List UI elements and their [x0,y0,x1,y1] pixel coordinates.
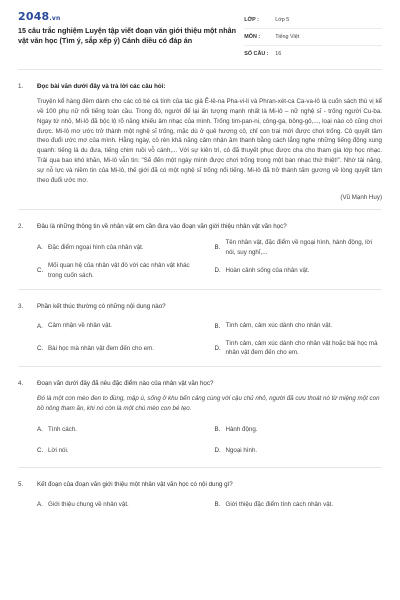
option-text: Mối quan hệ của nhân vật đó với các nhân vật khác trong cuốn sách. [48,262,190,279]
question-prompt: Phần kết thúc thường có những nội dung nào? [37,302,166,310]
question-number: 4. [18,380,24,388]
option-letter: D. [214,344,221,352]
question-head [18,82,382,91]
reading-passage: Truyện kể hàng đêm dành cho các cô bé cá tính của tác giả Ê-lê-na Pha-vi-li và Phran-xét-ca Ca-va-lô là cuốn sách thú vị kể về 100 phụ nữ nổi tiếng toàn cầu. Trong đó, người để lại ấn tượng mạnh nhất là Mi-lô – nữ nghệ sĩ - trống người Cu-ba. Ngay từ nhỏ, Mi-lô đã bộc lộ rõ năng khiếu âm nhạc của mình. Trống tim-pan-ni, công-ga, bông-gô,..., loại nào cô cũng chơi được. Mi-lô mơ ước trở thành một nghệ sĩ trống, mặc dù ở quê hương cô, chỉ con trai mới được chơi trống. Cô quyết tâm theo đuổi ước mơ của mình. Hằng ngày, cô rèn khả năng cảm nhận âm thanh bằng cách lắng nghe những tiếng động xung quanh: tiếng lá du đưa, tiếng chim ruồi vỗ cánh,... Với sự kiên trì, cô đã thuyết phục được cha cho tham gia lớp học nhạc. Trải qua bao khó khăn, Mi-lô vẫn tin: "Sẽ đến một ngày mình được chơi trống trong một ban nhạc thứ thiệt!". Nhờ tài năng, sự nỗ lực và niềm tin của Mi-lô, thế giới đã có một nghệ sĩ trống nổi tiếng. Mi-lô đã trở thành tấm gương về lòng quyết tâm theo đuổi ước mơ. [37,98,382,184]
document-header [18,10,382,70]
meta-key-count: SỐ CÂU : [244,51,269,58]
option-text: Hành động. [225,425,258,433]
meta-key-grade: LỚP : [244,16,259,23]
answer-options [37,236,382,282]
question-prompt: Đoạn văn dưới đây đã nêu đặc điểm nào của nhân vật văn học? [37,380,214,388]
logo-main: 2048 [18,10,50,23]
question-2 [18,210,382,290]
question-head [18,480,382,489]
option-c[interactable] [37,440,205,461]
meta-key-subject: MÔN : [244,33,261,40]
question-head [18,379,382,388]
option-letter: D. [214,267,221,275]
answer-options [37,419,382,461]
option-text: Tên nhân vật, đặc điểm về ngoại hình, hành động, lời nói, suy nghĩ,... [225,239,372,256]
answer-options [37,494,382,515]
document-title: 15 câu trắc nghiệm Luyện tập viết đoạn văn giới thiệu một nhân vật văn học (Tìm ý, sắp xếp ý) Cánh diều có đáp án [18,26,236,46]
option-d[interactable] [215,259,383,282]
option-d[interactable] [215,440,383,461]
option-letter: A. [37,501,43,509]
option-text: Hoàn cảnh sống của nhân vật. [225,267,310,275]
option-c[interactable] [37,259,205,282]
question-prompt: Đâu là những thông tin về nhân vật em cần đưa vào đoạn văn giới thiệu nhân vật văn học? [37,222,287,230]
question-head [18,222,382,231]
question-number: 3. [18,302,24,310]
option-c[interactable] [37,337,205,360]
option-b[interactable] [215,419,383,440]
option-b[interactable] [215,316,383,337]
quoted-excerpt: Đó là một con mèo đen to đùng, mập ú, sống ở khu bến cảng cùng với cậu chủ nhỏ, người đã cưu thoát nó từ miệng một con bồ nông tham ăn, khi nó còn là một chú mèo con bé tẹo. [37,395,380,413]
answer-options [37,316,382,360]
option-letter: B. [214,501,221,509]
option-letter: B. [214,322,221,330]
option-d[interactable] [215,337,383,360]
header-left [18,10,244,61]
question-prompt: Kết đoạn của đoạn văn giới thiệu một nhân vật văn học có nội dung gì? [37,480,233,488]
option-letter: C. [37,344,44,352]
option-text: Lời nói. [48,446,69,454]
question-number: 5. [18,480,24,488]
question-body [37,97,382,202]
question-4 [18,367,382,468]
option-a[interactable] [37,316,205,337]
option-letter: D. [214,446,221,454]
option-letter: A. [37,244,43,252]
document-meta [244,12,382,61]
option-letter: B. [214,425,221,433]
option-text: Tình cảm, cảm xúc dành cho nhân vật. [225,322,333,330]
option-letter: C. [37,267,44,275]
option-letter: A. [37,322,43,330]
option-text: Giới thiệu đặc điểm tính cách nhân vật. [225,500,334,508]
option-letter: C. [37,446,44,454]
option-a[interactable] [37,236,205,259]
meta-value-subject: Tiếng Việt [275,33,300,40]
question-5 [18,468,382,521]
meta-value-grade: Lớp 5 [275,16,290,23]
question-body [37,394,382,414]
option-text: Ngoại hình. [225,446,258,454]
meta-row-count [244,46,382,63]
option-text: Bài học mà nhân vật đem đến cho em. [48,344,154,352]
option-text: Cảm nhận về nhân vật. [48,322,112,330]
option-a[interactable] [37,419,205,440]
site-logo[interactable] [18,10,244,23]
question-number: 1. [18,83,24,90]
option-text: Tình cảm, cảm xúc dành cho nhân vật hoặc bài học mà nhân vật đem đến cho em. [225,339,378,357]
meta-row-subject [244,29,382,46]
option-text: Đặc điểm ngoại hình của nhân vật. [48,243,144,251]
question-prompt: Đọc bài văn dưới đây và trả lời các câu hỏi: [37,83,166,90]
logo-suffix: .vn [49,15,61,22]
passage-author: (Vũ Mạnh Huy) [340,194,382,202]
option-letter: A. [37,425,43,433]
question-1 [18,70,382,210]
option-b[interactable] [215,236,383,259]
meta-row-grade [244,12,382,29]
option-a[interactable] [37,494,205,515]
question-head [18,302,382,311]
option-letter: B. [214,244,221,252]
question-3 [18,290,382,368]
option-text: Tính cách. [48,425,77,433]
meta-value-count: 16 [275,51,282,58]
question-number: 2. [18,222,24,230]
option-text: Giới thiệu chung về nhân vật. [48,500,129,508]
option-b[interactable] [215,494,383,515]
